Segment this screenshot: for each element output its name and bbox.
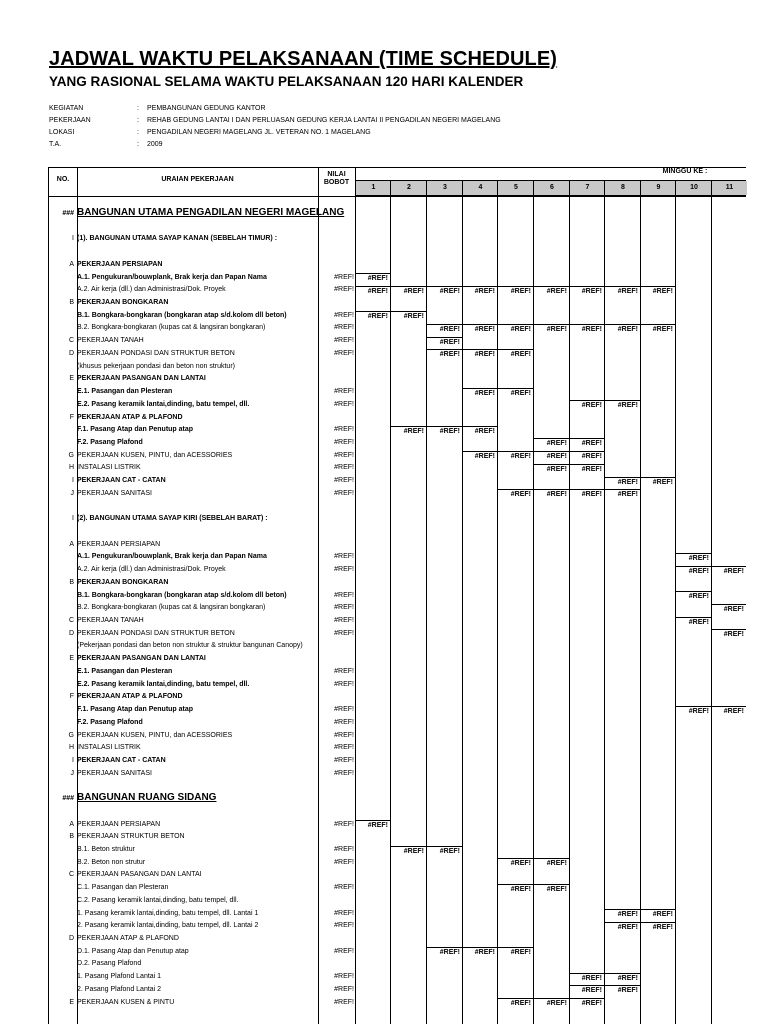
table-row: [0, 730, 768, 743]
row-bobot: #REF!: [334, 744, 354, 752]
row-description: PEKERJAAN ATAP & PLAFOND: [77, 413, 183, 421]
schedule-bar-week-4: #REF!: [463, 286, 497, 296]
schedule-bar-week-7: #REF!: [570, 489, 604, 499]
table-row: [0, 297, 768, 310]
row-description: 2. Pasang Plafond Lantai 2: [77, 985, 162, 993]
table-row: [0, 590, 768, 603]
schedule-bar-week-7: #REF!: [570, 973, 604, 983]
schedule-bar-week-7: #REF!: [570, 985, 604, 995]
table-row: [0, 564, 768, 577]
schedule-bar-week-9: #REF!: [641, 324, 675, 334]
row-number: D: [68, 935, 74, 943]
row-description: F.2. Pasang Plafond: [77, 438, 143, 446]
schedule-bar-week-4: #REF!: [463, 388, 497, 398]
table-row: [0, 221, 768, 234]
schedule-bar-week-10: #REF!: [676, 591, 711, 601]
row-bobot: #REF!: [334, 667, 354, 675]
row-bobot: #REF!: [334, 718, 354, 726]
schedule-bar-week-6: #REF!: [534, 324, 569, 334]
schedule-bar-week-1: #REF!: [356, 286, 390, 296]
row-number: A: [69, 540, 74, 548]
row-number: J: [70, 489, 74, 497]
row-description: (Pekerjaan pondasi dan beton non struktur & struktur bangunan Canopy): [77, 642, 303, 650]
row-description: PEKERJAAN PERSIAPAN: [77, 540, 161, 548]
row-description: INSTALASI LISTRIK: [77, 464, 141, 472]
row-description: PEKERJAAN KUSEN & PINTU: [77, 998, 175, 1006]
schedule-bar-week-7: #REF!: [570, 998, 604, 1008]
table-row: [0, 399, 768, 412]
row-number: I: [72, 235, 74, 243]
row-description: PEKERJAAN SANITASI: [77, 489, 152, 497]
row-description: (2). BANGUNAN UTAMA SAYAP KIRI (SEBELAH BARAT) :: [77, 515, 268, 523]
row-bobot: #REF!: [334, 985, 354, 993]
header-bottom-border: [48, 196, 746, 197]
row-bobot: #REF!: [334, 769, 354, 777]
document-subtitle: YANG RASIONAL SELAMA WAKTU PELAKSANAAN 120 HARI KALENDER: [49, 74, 524, 89]
row-description: PEKERJAAN PASANGAN DAN LANTAI: [77, 375, 206, 383]
schedule-bar-week-2: #REF!: [391, 426, 426, 436]
header-bobot: BOBOT: [323, 179, 350, 186]
schedule-bar-week-5: #REF!: [498, 998, 533, 1008]
schedule-bar-week-7: #REF!: [570, 464, 604, 474]
schedule-bar-week-5: #REF!: [498, 349, 533, 359]
week-header-4: 4: [462, 181, 498, 195]
row-description: PEKERJAAN PASANGAN DAN LANTAI: [77, 655, 206, 663]
row-bobot: #REF!: [334, 629, 354, 637]
table-row: [0, 488, 768, 501]
table-row: [0, 450, 768, 463]
row-bobot: #REF!: [334, 922, 354, 930]
row-description: A.2. Air kerja (dll.) dan Administrasi/Dok. Proyek: [77, 286, 226, 294]
row-bobot: #REF!: [334, 756, 354, 764]
table-row: [0, 946, 768, 959]
schedule-bar-week-8: #REF!: [605, 489, 640, 499]
info-value: PEMBANGUNAN GEDUNG KANTOR: [147, 105, 266, 112]
table-row: [0, 857, 768, 870]
schedule-bar-week-6: #REF!: [534, 998, 569, 1008]
minggu-underline: [355, 180, 746, 181]
table-row: [0, 335, 768, 348]
table-row: [0, 412, 768, 425]
schedule-bar-week-8: #REF!: [605, 909, 640, 919]
row-bobot: #REF!: [334, 337, 354, 345]
schedule-bar-week-8: #REF!: [605, 286, 640, 296]
table-row: [0, 539, 768, 552]
table-row: [0, 895, 768, 908]
week-header-11: 11: [711, 181, 747, 195]
schedule-bar-week-10: #REF!: [676, 617, 711, 627]
week-header-6: 6: [533, 181, 570, 195]
row-description: (1). BANGUNAN UTAMA SAYAP KANAN (SEBELAH TIMUR) :: [77, 235, 278, 243]
schedule-bar-week-11: #REF!: [712, 706, 746, 716]
table-row: [0, 768, 768, 781]
table-row: [0, 997, 768, 1010]
row-number: C: [68, 617, 74, 625]
table-row: [0, 361, 768, 374]
info-value: 2009: [147, 141, 163, 148]
schedule-bar-week-5: #REF!: [498, 858, 533, 868]
row-description: B.1. Beton struktur: [77, 846, 135, 853]
table-row: [0, 742, 768, 755]
schedule-bar-week-7: #REF!: [570, 438, 604, 448]
info-colon: :: [137, 129, 139, 136]
row-description: B.2. Bongkara-bongkaran (kupas cat & langsiran bongkaran): [77, 324, 266, 332]
schedule-bar-week-9: #REF!: [641, 909, 675, 919]
row-description: A.2. Air kerja (dll.) dan Administrasi/Dok. Proyek: [77, 566, 226, 574]
schedule-bar-week-5: #REF!: [498, 451, 533, 461]
row-bobot: #REF!: [334, 349, 354, 357]
info-row: [49, 128, 371, 138]
row-number: ###: [62, 210, 74, 217]
table-row: [0, 666, 768, 679]
row-number: F: [69, 413, 74, 421]
row-number: H: [68, 464, 74, 472]
row-number: I: [72, 756, 74, 764]
row-description: PEKERJAAN BONGKARAN: [77, 299, 169, 307]
table-row: [0, 513, 768, 526]
schedule-bar-week-6: #REF!: [534, 884, 569, 894]
week-header-7: 7: [569, 181, 605, 195]
row-description: B.1. Bongkara-bongkaran (bongkaran atap s/d.kolom dll beton): [77, 311, 287, 319]
row-number: D: [68, 349, 74, 357]
table-row: [0, 933, 768, 946]
schedule-bar-week-5: #REF!: [498, 324, 533, 334]
row-bobot: #REF!: [334, 947, 354, 955]
info-colon: :: [137, 105, 139, 112]
row-description: C.2. Pasang keramik lantai,dinding, batu tempel, dll.: [77, 896, 239, 904]
row-description: C.1. Pasangan dan Plesteran: [77, 884, 169, 892]
row-description: PEKERJAAN CAT - CATAN: [77, 477, 166, 485]
row-description: PEKERJAAN SANITASI: [77, 769, 152, 777]
row-number: I: [72, 477, 74, 485]
table-top-border: [48, 167, 746, 168]
schedule-bar-week-7: #REF!: [570, 451, 604, 461]
document-title: JADWAL WAKTU PELAKSANAAN (TIME SCHEDULE): [49, 48, 558, 70]
row-description: PEKERJAAN ATAP & PLAFOND: [77, 935, 179, 943]
schedule-bar-week-6: #REF!: [534, 438, 569, 448]
table-row: [0, 462, 768, 475]
row-bobot: #REF!: [334, 884, 354, 892]
table-row: [0, 831, 768, 844]
schedule-bar-week-9: #REF!: [641, 286, 675, 296]
schedule-bar-week-9: #REF!: [641, 922, 675, 932]
info-label: T.A.: [49, 141, 62, 148]
table-row: [0, 971, 768, 984]
table-row: [0, 246, 768, 259]
row-bobot: #REF!: [334, 604, 354, 612]
row-number: I: [72, 515, 74, 523]
row-description: BANGUNAN RUANG SIDANG: [77, 792, 217, 804]
schedule-bar-week-7: #REF!: [570, 324, 604, 334]
schedule-bar-week-8: #REF!: [605, 973, 640, 983]
schedule-bar-week-2: #REF!: [391, 286, 426, 296]
row-bobot: #REF!: [334, 566, 354, 574]
schedule-bar-week-4: #REF!: [463, 947, 497, 957]
schedule-bar-week-1: #REF!: [356, 311, 390, 321]
table-row: [0, 526, 768, 539]
table-row: [0, 958, 768, 971]
table-row: [0, 551, 768, 564]
schedule-bar-week-8: #REF!: [605, 324, 640, 334]
row-bobot: #REF!: [334, 464, 354, 472]
row-description: BANGUNAN UTAMA PENGADILAN NEGERI MAGELANG: [77, 207, 345, 218]
schedule-bar-week-8: #REF!: [605, 477, 640, 487]
week-header-3: 3: [426, 181, 463, 195]
row-bobot: #REF!: [334, 909, 354, 917]
week-header-9: 9: [640, 181, 676, 195]
schedule-bar-week-1: #REF!: [356, 820, 390, 830]
row-description: PEKERJAAN BONGKARAN: [77, 578, 169, 586]
row-number: J: [70, 769, 74, 777]
row-number: E: [69, 998, 74, 1006]
row-description: A.1. Pengukuran/bouwplank, Brak kerja dan Papan Nama: [77, 553, 267, 561]
schedule-bar-week-4: #REF!: [463, 324, 497, 334]
row-description: F.1. Pasang Atap dan Penutup atap: [77, 706, 194, 714]
row-description: PEKERJAAN PONDASI DAN STRUKTUR BETON: [77, 349, 235, 357]
row-description: PEKERJAAN PONDASI DAN STRUKTUR BETON: [77, 629, 235, 637]
row-description: (khusus pekerjaan pondasi dan beton non struktur): [77, 362, 235, 370]
row-description: PEKERJAAN KUSEN, PINTU, dan ACESSORIES: [77, 451, 233, 459]
schedule-bar-week-10: #REF!: [676, 553, 711, 563]
week-header-1: 1: [355, 181, 391, 195]
row-bobot: #REF!: [334, 324, 354, 332]
schedule-bar-week-11: #REF!: [712, 629, 746, 639]
schedule-bar-week-4: #REF!: [463, 426, 497, 436]
table-row: [0, 628, 768, 641]
row-number: C: [68, 337, 74, 345]
info-row: [49, 116, 501, 126]
row-description: PEKERJAAN PERSIAPAN: [77, 820, 161, 828]
row-description: B.1. Bongkara-bongkaran (bongkaran atap s/d.kolom dll beton): [77, 591, 287, 599]
row-bobot: #REF!: [334, 489, 354, 497]
week-header-2: 2: [390, 181, 427, 195]
schedule-bar-week-1: #REF!: [356, 273, 390, 283]
row-bobot: #REF!: [334, 311, 354, 319]
info-colon: :: [137, 117, 139, 124]
row-description: A.1. Pengukuran/bouwplank, Brak kerja dan Papan Nama: [77, 273, 267, 281]
row-description: E.2. Pasang keramik lantai,dinding, batu tempel, dll.: [77, 400, 250, 408]
row-bobot: #REF!: [334, 438, 354, 446]
row-description: B.2. Beton non strutur: [77, 858, 146, 866]
row-description: E.2. Pasang keramik lantai,dinding, batu tempel, dll.: [77, 680, 250, 688]
table-row: [0, 755, 768, 768]
row-description: PEKERJAAN PERSIAPAN: [77, 260, 163, 268]
row-number: D: [68, 629, 74, 637]
row-description: B.2. Bongkara-bongkaran (kupas cat & langsiran bongkaran): [77, 604, 266, 612]
row-bobot: #REF!: [334, 617, 354, 625]
table-row: [0, 386, 768, 399]
schedule-bar-week-9: #REF!: [641, 477, 675, 487]
schedule-bar-week-6: #REF!: [534, 489, 569, 499]
schedule-bar-week-3: #REF!: [427, 947, 462, 957]
row-description: D.2. Pasang Plafond: [77, 960, 142, 968]
row-bobot: #REF!: [334, 858, 354, 866]
row-number: G: [68, 451, 74, 459]
table-row: [0, 793, 768, 806]
row-bobot: #REF!: [334, 477, 354, 485]
info-value: PENGADILAN NEGERI MAGELANG JL. VETERAN NO. 1 MAGELANG: [147, 129, 371, 136]
row-description: 1. Pasang keramik lantai,dinding, batu tempel, dll. Lantai 1: [77, 909, 259, 917]
table-row: [0, 501, 768, 514]
row-description: INSTALASI LISTRIK: [77, 744, 141, 752]
table-row: [0, 984, 768, 997]
schedule-bar-week-7: #REF!: [570, 286, 604, 296]
row-number: ###: [62, 795, 74, 803]
info-row: [49, 140, 163, 150]
row-description: D.1. Pasang Atap dan Penutup atap: [77, 947, 189, 955]
row-bobot: #REF!: [334, 680, 354, 688]
schedule-bar-week-6: #REF!: [534, 451, 569, 461]
row-number: F: [69, 693, 74, 701]
info-value: REHAB GEDUNG LANTAI I DAN PERLUASAN GEDUNG KERJA LANTAI II PENGADILAN NEGERI MAGELANG: [147, 117, 501, 124]
row-description: E.1. Pasangan dan Plesteran: [77, 388, 173, 396]
schedule-bar-week-5: #REF!: [498, 947, 533, 957]
table-row: [0, 437, 768, 450]
table-row: [0, 653, 768, 666]
row-number: E: [69, 375, 74, 383]
row-bobot: #REF!: [334, 388, 354, 396]
row-description: PEKERJAAN STRUKTUR BETON: [77, 833, 185, 841]
schedule-bar-week-3: #REF!: [427, 846, 462, 856]
row-bobot: #REF!: [334, 820, 354, 828]
schedule-bar-week-5: #REF!: [498, 388, 533, 398]
schedule-bar-week-8: #REF!: [605, 400, 640, 410]
row-description: PEKERJAAN KUSEN, PINTU, dan ACESSORIES: [77, 731, 233, 739]
header-minggu: MINGGU KE :: [662, 168, 708, 175]
table-row: [0, 679, 768, 692]
schedule-bar-week-5: #REF!: [498, 489, 533, 499]
table-row: [0, 869, 768, 882]
row-number: H: [68, 744, 74, 752]
schedule-bar-week-3: #REF!: [427, 286, 462, 296]
schedule-bar-week-3: #REF!: [427, 337, 462, 347]
table-row: [0, 615, 768, 628]
schedule-bar-week-3: #REF!: [427, 426, 462, 436]
row-number: B: [69, 578, 74, 586]
schedule-bar-week-5: #REF!: [498, 286, 533, 296]
row-number: A: [69, 820, 74, 828]
row-number: E: [69, 655, 74, 663]
row-bobot: #REF!: [334, 451, 354, 459]
schedule-bar-week-2: #REF!: [391, 846, 426, 856]
info-label: KEGIATAN: [49, 105, 84, 112]
schedule-bar-week-3: #REF!: [427, 349, 462, 359]
table-row: [0, 704, 768, 717]
schedule-bar-week-6: #REF!: [534, 464, 569, 474]
row-description: 2. Pasang keramik lantai,dinding, batu tempel, dll. Lantai 2: [77, 922, 259, 930]
row-description: F.1. Pasang Atap dan Penutup atap: [77, 426, 194, 434]
info-label: PEKERJAAN: [49, 117, 91, 124]
schedule-bar-week-10: #REF!: [676, 566, 711, 576]
row-description: PEKERJAAN TANAH: [77, 617, 144, 625]
week-header-8: 8: [604, 181, 641, 195]
row-bobot: #REF!: [334, 286, 354, 294]
row-number: A: [69, 260, 74, 268]
header-uraian: URAIAN PEKERJAAN: [161, 176, 234, 183]
schedule-bar-week-4: #REF!: [463, 451, 497, 461]
schedule-bar-week-10: #REF!: [676, 706, 711, 716]
table-row: [0, 208, 768, 221]
info-colon: :: [137, 141, 139, 148]
row-description: PEKERJAAN TANAH: [77, 337, 144, 345]
table-row: [0, 348, 768, 361]
table-row: [0, 691, 768, 704]
row-bobot: #REF!: [334, 426, 354, 434]
header-no: NO.: [56, 176, 70, 183]
schedule-bar-week-7: #REF!: [570, 400, 604, 410]
row-description: PEKERJAAN CAT - CATAN: [77, 756, 166, 764]
row-description: 1. Pasang Plafond Lantai 1: [77, 973, 162, 981]
row-bobot: #REF!: [334, 400, 354, 408]
schedule-bar-week-11: #REF!: [712, 604, 746, 614]
info-row: [49, 104, 266, 114]
schedule-bar-week-2: #REF!: [391, 311, 426, 321]
schedule-bar-week-8: #REF!: [605, 985, 640, 995]
schedule-bar-week-11: #REF!: [712, 566, 746, 576]
schedule-bar-week-5: #REF!: [498, 884, 533, 894]
table-row: [0, 602, 768, 615]
row-number: B: [69, 299, 74, 307]
table-row: [0, 844, 768, 857]
week-header-5: 5: [497, 181, 534, 195]
row-number: G: [68, 731, 74, 739]
schedule-bar-week-4: #REF!: [463, 349, 497, 359]
table-row: [0, 640, 768, 653]
row-bobot: #REF!: [334, 553, 354, 561]
table-row: [0, 806, 768, 819]
row-bobot: #REF!: [334, 591, 354, 599]
row-description: PEKERJAAN PASANGAN DAN LANTAI: [77, 871, 202, 879]
schedule-bar-week-6: #REF!: [534, 286, 569, 296]
table-row: [0, 373, 768, 386]
info-label: LOKASI: [49, 129, 75, 136]
row-bobot: #REF!: [334, 273, 354, 281]
table-row: [0, 882, 768, 895]
header-nilai: NILAI: [327, 171, 346, 178]
table-row: [0, 259, 768, 272]
schedule-bar-week-3: #REF!: [427, 324, 462, 334]
row-description: PEKERJAAN ATAP & PLAFOND: [77, 693, 183, 701]
table-row: [0, 717, 768, 730]
row-bobot: #REF!: [334, 731, 354, 739]
row-bobot: #REF!: [334, 973, 354, 981]
row-number: B: [69, 833, 74, 841]
row-bobot: #REF!: [334, 706, 354, 714]
table-row: [0, 424, 768, 437]
row-number: C: [68, 871, 74, 879]
row-bobot: #REF!: [334, 846, 354, 853]
schedule-bar-week-8: #REF!: [605, 922, 640, 932]
schedule-bar-week-6: #REF!: [534, 858, 569, 868]
row-bobot: #REF!: [334, 998, 354, 1006]
week-header-10: 10: [675, 181, 712, 195]
row-description: F.2. Pasang Plafond: [77, 718, 143, 726]
row-description: E.1. Pasangan dan Plesteran: [77, 667, 173, 675]
table-row: [0, 233, 768, 246]
table-row: [0, 577, 768, 590]
